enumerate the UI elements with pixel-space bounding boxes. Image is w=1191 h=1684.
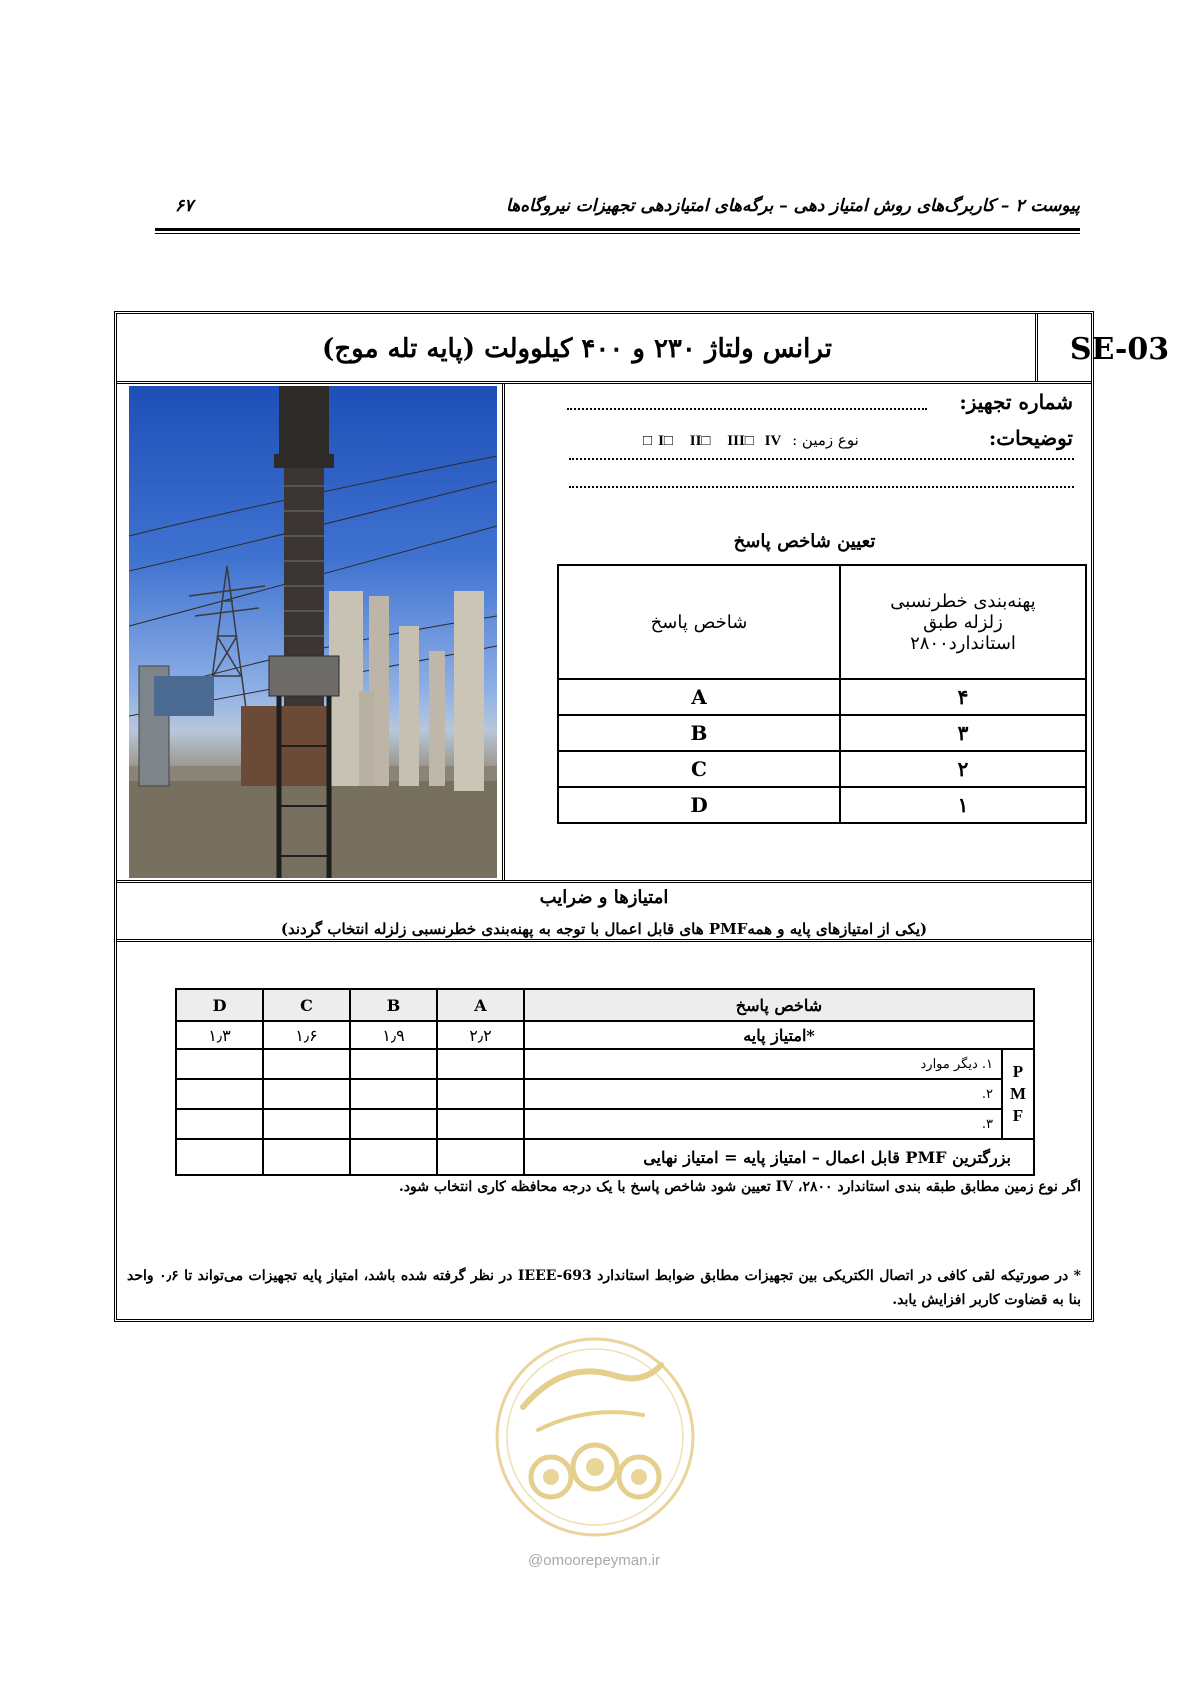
pmf-cell-a[interactable] [437,1079,524,1109]
soil-option-i[interactable]: I□ [658,433,673,449]
pmf-row [176,1079,1034,1109]
soil-option-iv[interactable]: IV□ [643,433,782,449]
final-score-a[interactable] [437,1139,524,1175]
pmf-row [176,1049,1034,1079]
table-header-row [176,989,1034,1021]
pmf-cell-d[interactable] [176,1109,263,1139]
column-header-d: D [176,989,263,1021]
base-score-a: ۲٫۲ [437,1021,524,1049]
pmf-item-label: ۱. دیگر موارد [524,1049,1002,1079]
description-label: توضیحات: [988,426,1073,450]
response-index-cell: B [558,715,840,751]
pmf-cell-c[interactable] [263,1109,350,1139]
scores-title: امتیازها و ضرایب [539,887,669,908]
description-line[interactable] [569,486,1074,488]
table-header-row [558,565,1086,679]
scores-table [175,988,1035,1176]
pmf-cell-b[interactable] [350,1109,437,1139]
pmf-item-label: ۲. [524,1079,1002,1109]
response-index-cell: D [558,787,840,823]
seal-emblem-icon [493,1335,698,1540]
response-index-cell: A [558,679,840,715]
table-row [558,751,1086,787]
column-header-index: شاخص پاسخ [558,565,840,679]
table-row [558,787,1086,823]
response-index-cell: C [558,751,840,787]
footnote: * در صورتیکه لقی کافی در اتصال الکتریکی بین تجهیزات مطابق ضوابط استاندارد IEEE-693 در نظر گرفته شده باشد، امتیاز پایه تجهیزات می‌تواند تا ۰٫۶ واحد بنا به قضاوت کاربر افزایش یابد. [127,1268,1081,1308]
base-score-d: ۱٫۳ [176,1021,263,1049]
pmf-cell-a[interactable] [437,1049,524,1079]
column-header-a: A [437,989,524,1021]
scores-subtitle: (یکی از امتیازهای پایه و همهPMF های قابل اعمال با توجه به پهنه‌بندی خطرنسبی زلزله انتخاب گردند) [280,920,928,938]
hazard-zone-cell: ۱ [840,787,1086,823]
column-header-zone: پهنه‌بندی خطرنسبی زلزله طبق استاندارد۲۸۰۰ [840,565,1086,679]
watermark-seal [493,1335,698,1540]
response-index-title: تعیین شاخص پاسخ [733,531,876,552]
header-rule-thin [155,233,1080,234]
table-row [558,679,1086,715]
equipment-number-label: شماره تجهیز: [959,390,1073,414]
soil-type-label: نوع زمین : [792,431,859,449]
base-score-row [176,1021,1034,1049]
final-score-b[interactable] [350,1139,437,1175]
card-title: ترانس ولتاژ ۲۳۰ و ۴۰۰ کیلوولت (پایه تله موج) [322,334,832,364]
watermark-site: @omoorepeyman.ir [528,1552,660,1569]
header-rule [155,228,1080,231]
hazard-zone-cell: ۲ [840,751,1086,787]
base-score-b: ۱٫۹ [350,1021,437,1049]
header-title: پیوست ۲ – کاربرگ‌های روش امتیاز دهی – برگه‌های امتیازدهی تجهیزات نیروگاه‌ها [506,196,1080,216]
divider [117,880,1091,883]
equipment-code: SE-03 [1069,331,1170,367]
hazard-zone-cell: ۴ [840,679,1086,715]
page-number: ۶۷ [175,196,194,216]
divider [117,939,1091,942]
base-score-c: ۱٫۶ [263,1021,350,1049]
column-header-b: B [350,989,437,1021]
table-row [558,715,1086,751]
final-score-label: بزرگترین PMF قابل اعمال – امتیاز پایه = امتیاز نهایی [524,1139,1034,1175]
page-header [155,196,1080,228]
pmf-item-label: ۳. [524,1109,1002,1139]
base-score-label: امتیاز پایه* [524,1021,1034,1049]
pmf-cell-c[interactable] [263,1049,350,1079]
substation-photo-illustration [129,386,497,878]
pmf-cell-b[interactable] [350,1079,437,1109]
soil-option-ii[interactable]: II□ [689,433,711,449]
soil-type [637,431,859,450]
equipment-number-field[interactable] [567,394,927,410]
pmf-cell-d[interactable] [176,1049,263,1079]
scoring-card [114,311,1170,1322]
divider [502,384,505,880]
pmf-letter: P [1012,1062,1024,1081]
soil-note: اگر نوع زمین مطابق طبقه بندی استاندارد ۲۸۰۰، IV تعیین شود شاخص پاسخ با یک درجه محافظه کاری انتخاب شود. [398,1179,1081,1195]
equipment-photo [129,386,497,878]
column-header-response-index: شاخص پاسخ [524,989,1034,1021]
pmf-cell-c[interactable] [263,1079,350,1109]
final-score-d[interactable] [176,1139,263,1175]
column-header-c: C [263,989,350,1021]
pmf-letter: F [1012,1106,1024,1125]
final-score-row [176,1139,1034,1175]
response-index-table [557,564,1087,824]
pmf-row [176,1109,1034,1139]
pmf-cell-b[interactable] [350,1049,437,1079]
final-score-c[interactable] [263,1139,350,1175]
description-line[interactable] [569,458,1074,460]
pmf-cell-d[interactable] [176,1079,263,1109]
pmf-cell-a[interactable] [437,1109,524,1139]
pmf-label [1002,1049,1034,1139]
pmf-letter: M [1009,1084,1027,1103]
hazard-zone-cell: ۳ [840,715,1086,751]
soil-option-iii[interactable]: III□ [727,433,754,449]
